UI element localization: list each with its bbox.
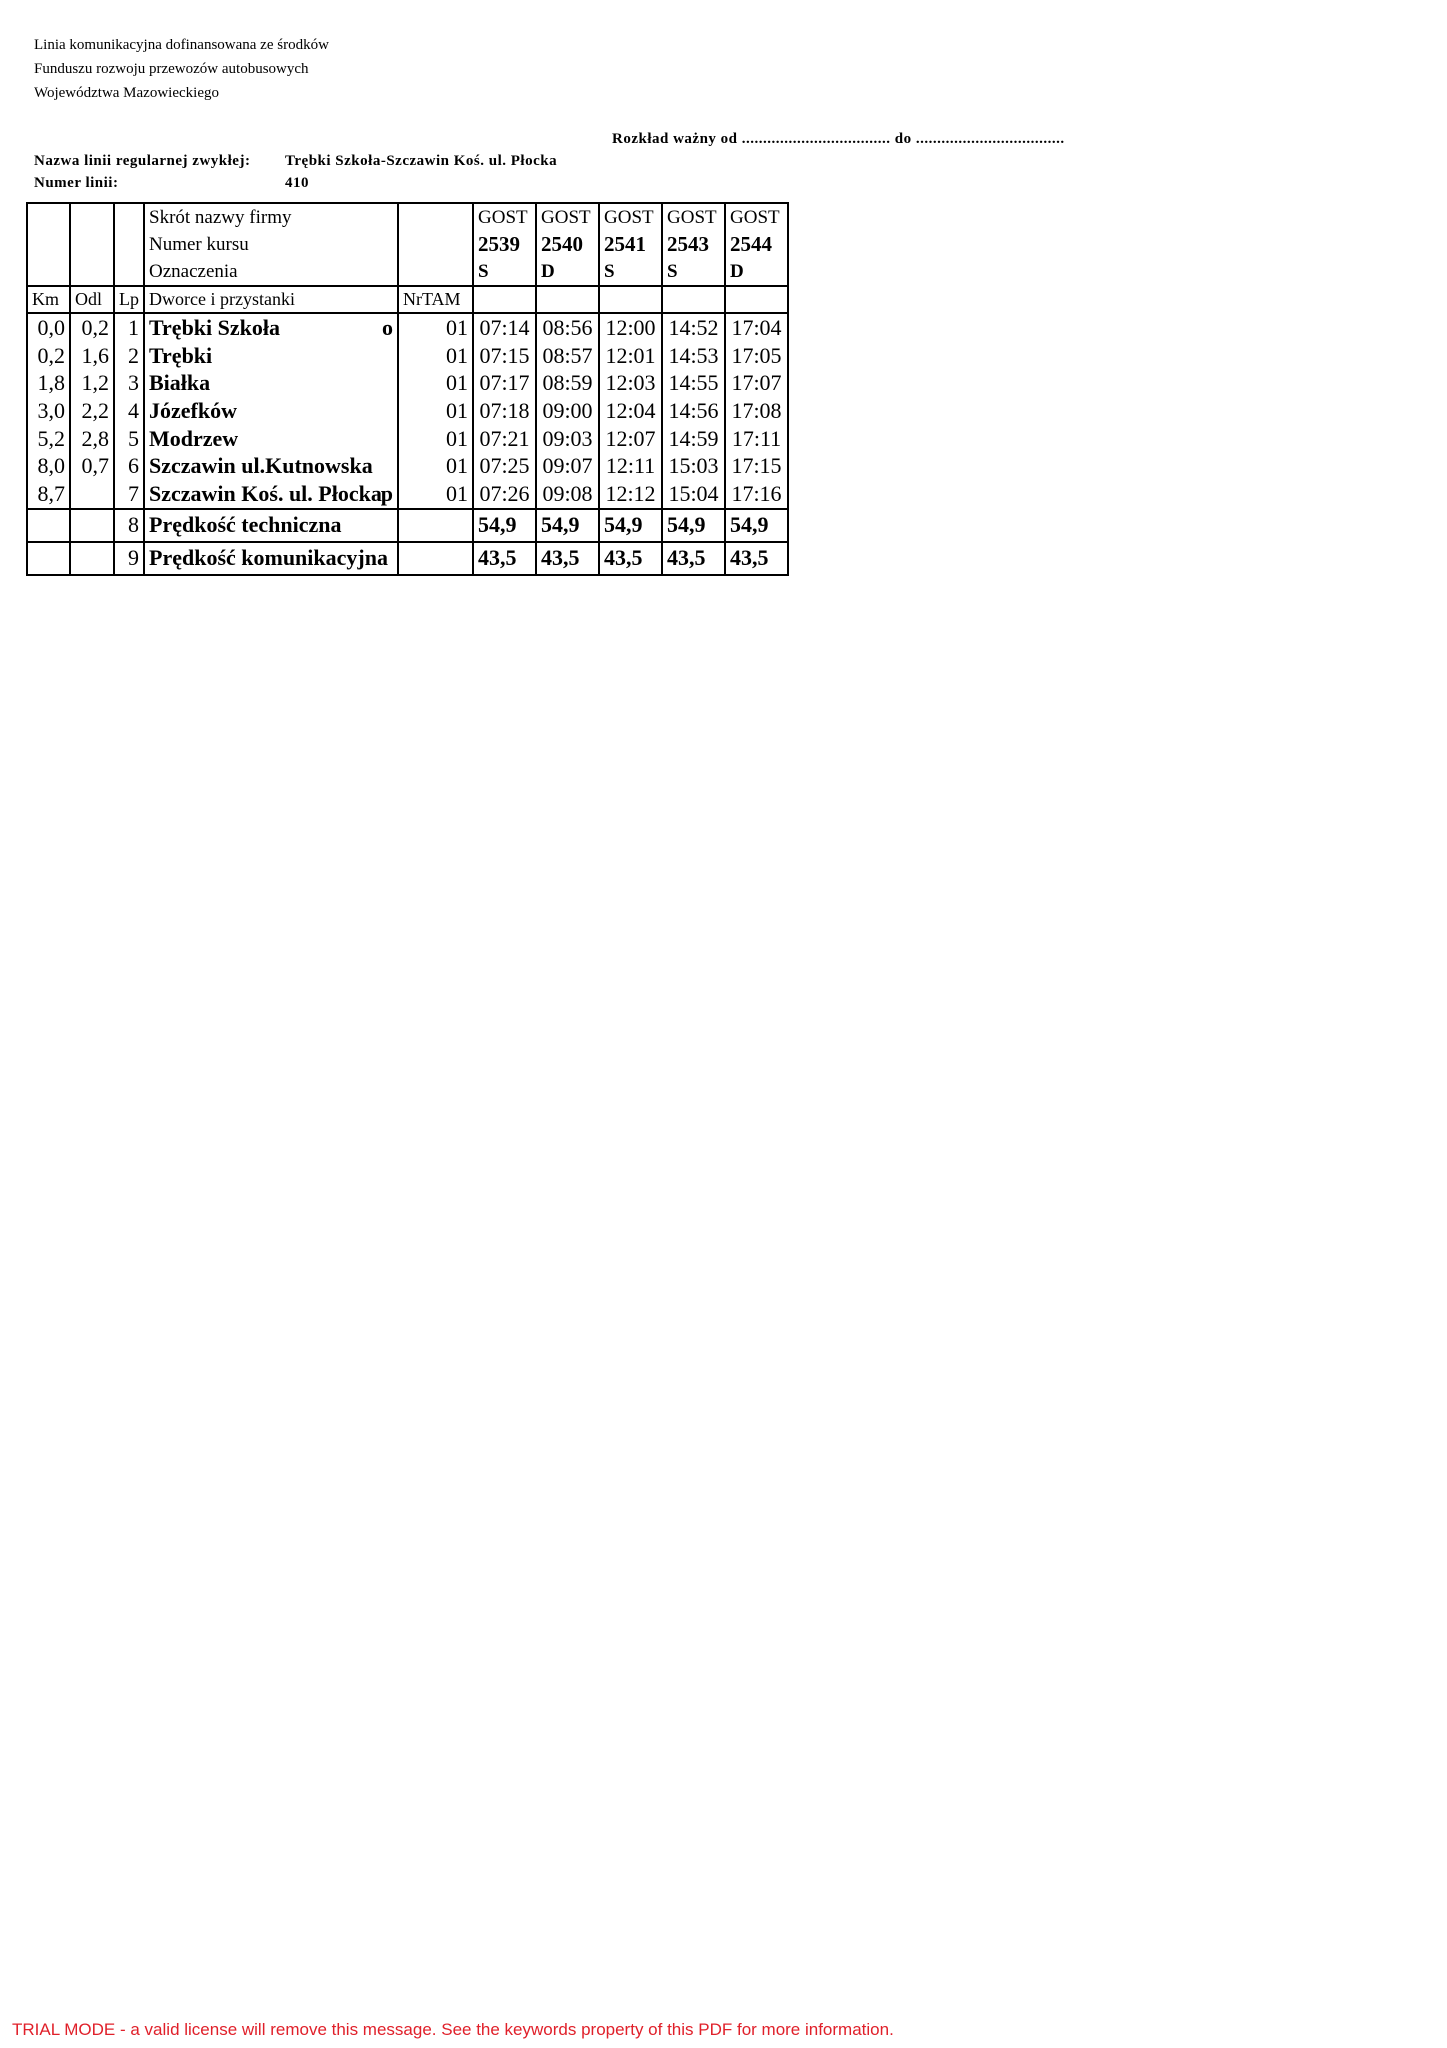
stop-nrtam: 01 bbox=[398, 425, 473, 453]
stop-lp: 2 bbox=[114, 342, 144, 370]
stop-odl: 0,7 bbox=[70, 452, 114, 480]
stop-name: Białka bbox=[149, 370, 211, 396]
summary-empty-km bbox=[27, 509, 70, 542]
stop-km: 8,0 bbox=[27, 452, 70, 480]
run-company-4: GOST bbox=[662, 203, 725, 231]
header-marks-label: Oznaczenia bbox=[144, 258, 398, 286]
col-run-label-empty-3 bbox=[599, 286, 662, 313]
departure-time: 12:00 bbox=[599, 313, 662, 342]
funding-line-1: Linia komunikacyjna dofinansowana ze środków bbox=[34, 37, 329, 53]
stop-nrtam: 01 bbox=[398, 397, 473, 425]
summary-value: 43,5 bbox=[536, 542, 599, 575]
summary-value: 54,9 bbox=[473, 509, 536, 542]
departure-time: 14:55 bbox=[662, 369, 725, 397]
stop-name: Szczawin ul.Kutnowska bbox=[149, 453, 373, 479]
stop-lp: 1 bbox=[114, 313, 144, 342]
run-course-1: 2539 bbox=[473, 231, 536, 258]
route-number-row bbox=[34, 172, 557, 194]
col-km-label: Km bbox=[27, 286, 70, 313]
stop-lp: 5 bbox=[114, 425, 144, 453]
departure-time: 12:07 bbox=[599, 425, 662, 453]
col-run-label-empty-1 bbox=[473, 286, 536, 313]
stop-odl bbox=[70, 480, 114, 509]
col-stop-label: Dworce i przystanki bbox=[144, 286, 398, 313]
run-company-1: GOST bbox=[473, 203, 536, 231]
departure-time: 17:07 bbox=[725, 369, 788, 397]
departure-time: 12:01 bbox=[599, 342, 662, 370]
route-number-label: Numer linii: bbox=[34, 175, 119, 191]
header-empty-km bbox=[27, 258, 70, 286]
stop-name: Szczawin Koś. ul. Płocka bbox=[149, 480, 382, 506]
stop-odl: 2,2 bbox=[70, 397, 114, 425]
stop-row bbox=[27, 480, 788, 509]
summary-label: Prędkość techniczna bbox=[144, 509, 398, 542]
departure-time: 17:15 bbox=[725, 452, 788, 480]
header-empty-lp bbox=[114, 231, 144, 258]
stop-lp: 3 bbox=[114, 369, 144, 397]
departure-time: 17:16 bbox=[725, 480, 788, 509]
departure-time: 09:07 bbox=[536, 452, 599, 480]
stop-lp: 4 bbox=[114, 397, 144, 425]
stop-name-cell bbox=[144, 397, 398, 425]
stop-row bbox=[27, 397, 788, 425]
stop-row bbox=[27, 313, 788, 342]
run-company-5: GOST bbox=[725, 203, 788, 231]
stop-name-cell bbox=[144, 342, 398, 370]
departure-time: 08:59 bbox=[536, 369, 599, 397]
summary-label: Prędkość komunikacyjna bbox=[144, 542, 398, 575]
run-company-3: GOST bbox=[599, 203, 662, 231]
summary-lp: 8 bbox=[114, 509, 144, 542]
departure-time: 07:25 bbox=[473, 452, 536, 480]
run-course-5: 2544 bbox=[725, 231, 788, 258]
header-empty-lp bbox=[114, 258, 144, 286]
stop-km: 3,0 bbox=[27, 397, 70, 425]
route-name-label: Nazwa linii regularnej zwykłej: bbox=[34, 153, 251, 169]
stop-km: 8,7 bbox=[27, 480, 70, 509]
departure-time: 14:53 bbox=[662, 342, 725, 370]
departure-time: 09:08 bbox=[536, 480, 599, 509]
summary-row bbox=[27, 509, 788, 542]
stop-km: 1,8 bbox=[27, 369, 70, 397]
run-company-2: GOST bbox=[536, 203, 599, 231]
summary-empty-odl bbox=[70, 509, 114, 542]
run-mark-4: S bbox=[662, 258, 725, 286]
stop-row bbox=[27, 342, 788, 370]
departure-time: 15:04 bbox=[662, 480, 725, 509]
run-course-3: 2541 bbox=[599, 231, 662, 258]
departure-time: 12:04 bbox=[599, 397, 662, 425]
stop-odl: 0,2 bbox=[70, 313, 114, 342]
summary-value: 43,5 bbox=[599, 542, 662, 575]
departure-time: 07:15 bbox=[473, 342, 536, 370]
funding-note bbox=[34, 33, 329, 105]
stop-odl: 1,2 bbox=[70, 369, 114, 397]
run-mark-1: S bbox=[473, 258, 536, 286]
departure-time: 09:00 bbox=[536, 397, 599, 425]
summary-empty-tam bbox=[398, 509, 473, 542]
summary-value: 54,9 bbox=[662, 509, 725, 542]
header-empty-tam bbox=[398, 258, 473, 286]
stop-flag: p bbox=[380, 480, 393, 506]
departure-time: 15:03 bbox=[662, 452, 725, 480]
departure-time: 17:11 bbox=[725, 425, 788, 453]
stop-name: Trębki Szkoła bbox=[149, 314, 281, 340]
stop-name: Modrzew bbox=[149, 425, 239, 451]
header-course-label: Numer kursu bbox=[144, 231, 398, 258]
stop-nrtam: 01 bbox=[398, 480, 473, 509]
departure-time: 07:14 bbox=[473, 313, 536, 342]
departure-time: 09:03 bbox=[536, 425, 599, 453]
departure-time: 17:08 bbox=[725, 397, 788, 425]
stop-km: 5,2 bbox=[27, 425, 70, 453]
departure-time: 07:26 bbox=[473, 480, 536, 509]
summary-value: 43,5 bbox=[725, 542, 788, 575]
stop-km: 0,2 bbox=[27, 342, 70, 370]
summary-empty-km bbox=[27, 542, 70, 575]
stop-odl: 2,8 bbox=[70, 425, 114, 453]
run-course-2: 2540 bbox=[536, 231, 599, 258]
col-run-label-empty-2 bbox=[536, 286, 599, 313]
funding-line-2: Funduszu rozwoju przewozów autobusowych bbox=[34, 61, 309, 77]
stop-nrtam: 01 bbox=[398, 369, 473, 397]
summary-empty-tam bbox=[398, 542, 473, 575]
departure-time: 07:17 bbox=[473, 369, 536, 397]
summary-value: 43,5 bbox=[662, 542, 725, 575]
summary-value: 43,5 bbox=[473, 542, 536, 575]
departure-time: 08:57 bbox=[536, 342, 599, 370]
header-marks-row bbox=[27, 258, 788, 286]
departure-time: 12:12 bbox=[599, 480, 662, 509]
header-empty-km bbox=[27, 203, 70, 231]
header-empty-odl bbox=[70, 231, 114, 258]
stop-name-cell bbox=[144, 452, 398, 480]
departure-time: 12:11 bbox=[599, 452, 662, 480]
stop-name-cell bbox=[144, 480, 398, 509]
stop-lp: 7 bbox=[114, 480, 144, 509]
stop-nrtam: 01 bbox=[398, 452, 473, 480]
departure-time: 08:56 bbox=[536, 313, 599, 342]
departure-time: 17:04 bbox=[725, 313, 788, 342]
stop-name-cell bbox=[144, 313, 398, 342]
stop-row bbox=[27, 425, 788, 453]
run-course-4: 2543 bbox=[662, 231, 725, 258]
funding-line-3: Województwa Mazowieckiego bbox=[34, 85, 219, 101]
timetable bbox=[26, 202, 789, 576]
departure-time: 07:21 bbox=[473, 425, 536, 453]
col-run-label-empty-5 bbox=[725, 286, 788, 313]
col-run-label-empty-4 bbox=[662, 286, 725, 313]
stop-odl: 1,6 bbox=[70, 342, 114, 370]
route-name-row bbox=[34, 150, 557, 172]
stop-name-cell bbox=[144, 369, 398, 397]
header-empty-lp bbox=[114, 203, 144, 231]
route-name-value: Trębki Szkoła-Szczawin Koś. ul. Płocka bbox=[285, 153, 558, 169]
stop-km: 0,0 bbox=[27, 313, 70, 342]
stop-flag: o bbox=[382, 314, 393, 340]
stop-nrtam: 01 bbox=[398, 313, 473, 342]
column-labels-row bbox=[27, 286, 788, 313]
header-empty-tam bbox=[398, 231, 473, 258]
summary-row bbox=[27, 542, 788, 575]
departure-time: 07:18 bbox=[473, 397, 536, 425]
departure-time: 14:52 bbox=[662, 313, 725, 342]
summary-value: 54,9 bbox=[725, 509, 788, 542]
validity-period: Rozkład ważny od ................................... do ................................... bbox=[612, 131, 1065, 147]
header-company-row bbox=[27, 203, 788, 231]
trial-mode-notice: TRIAL MODE - a valid license will remove this message. See the keywords property of this PDF for more information. bbox=[12, 2020, 894, 2039]
col-odl-label: Odl bbox=[70, 286, 114, 313]
run-mark-2: D bbox=[536, 258, 599, 286]
stop-name-cell bbox=[144, 425, 398, 453]
header-empty-km bbox=[27, 231, 70, 258]
header-empty-tam bbox=[398, 203, 473, 231]
departure-time: 14:56 bbox=[662, 397, 725, 425]
run-mark-5: D bbox=[725, 258, 788, 286]
stop-lp: 6 bbox=[114, 452, 144, 480]
summary-lp: 9 bbox=[114, 542, 144, 575]
route-info bbox=[34, 150, 557, 194]
departure-time: 17:05 bbox=[725, 342, 788, 370]
col-lp-label: Lp bbox=[114, 286, 144, 313]
route-number-value: 410 bbox=[285, 175, 309, 191]
departure-time: 12:03 bbox=[599, 369, 662, 397]
summary-value: 54,9 bbox=[536, 509, 599, 542]
stop-name: Trębki bbox=[149, 342, 213, 368]
stop-nrtam: 01 bbox=[398, 342, 473, 370]
col-tam-label: NrTAM bbox=[398, 286, 473, 313]
header-empty-odl bbox=[70, 258, 114, 286]
header-empty-odl bbox=[70, 203, 114, 231]
summary-value: 54,9 bbox=[599, 509, 662, 542]
header-course-row bbox=[27, 231, 788, 258]
stop-row bbox=[27, 452, 788, 480]
header-company-label: Skrót nazwy firmy bbox=[144, 203, 398, 231]
run-mark-3: S bbox=[599, 258, 662, 286]
summary-empty-odl bbox=[70, 542, 114, 575]
stop-row bbox=[27, 369, 788, 397]
stop-name: Józefków bbox=[149, 397, 237, 423]
departure-time: 14:59 bbox=[662, 425, 725, 453]
